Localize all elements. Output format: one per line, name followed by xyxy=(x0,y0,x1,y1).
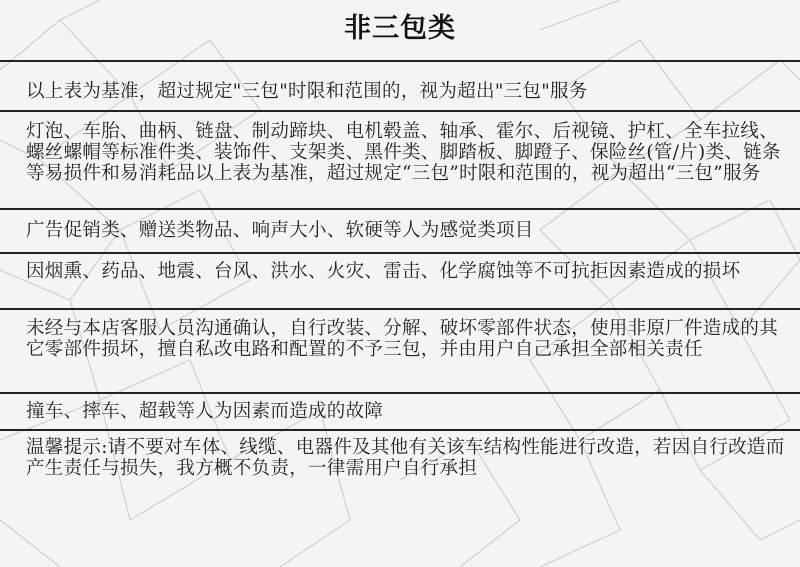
row-text: 因烟熏、药品、地震、台风、洪水、火灾、雷击、化学腐蚀等不可抗拒因素造成的损坏 xyxy=(26,261,741,282)
table-row xyxy=(0,252,800,308)
table-row xyxy=(0,60,800,110)
table-row xyxy=(0,208,800,252)
table-row xyxy=(0,429,800,489)
table-row xyxy=(0,308,800,392)
table-row xyxy=(0,110,800,208)
row-text: 灯泡、车胎、曲柄、链盘、制动蹄块、电机毂盖、轴承、霍尔、后视镜、护杠、全车拉线、螺丝螺帽等标准件类、装饰件、支架类、黑件类、脚踏板、脚蹬子、保险丝(管/片)类、链条等易损件和易消耗品以上表为基准，超过规定“三包”时限和范围的，视为超出“三包”服务 xyxy=(26,121,781,184)
row-text: 以上表为基准，超过规定"三包"时限和范围的，视为超出"三包"服务 xyxy=(26,81,588,102)
table-row xyxy=(0,392,800,429)
row-text: 温馨提示:请不要对车体、线缆、电器件及其他有关该车结构性能进行改造，若因自行改造而产生责任与损失，我方概不负责，一律需用户自行承担 xyxy=(26,437,785,479)
page-title: 非三包类 xyxy=(344,13,456,44)
row-text: 撞车、摔车、超载等人为因素而造成的故障 xyxy=(26,401,384,422)
row-text: 广告促销类、赠送类物品、响声大小、软硬等人为感觉类项目 xyxy=(26,220,534,241)
non-warranty-table xyxy=(0,60,800,489)
row-text: 未经与本店客服人员沟通确认，自行改装、分解、破坏零部件状态，使用非原厂件造成的其它零部件损坏，擅自私改电路和配置的不予三包，并由用户自己承担全部相关责任 xyxy=(26,318,779,360)
